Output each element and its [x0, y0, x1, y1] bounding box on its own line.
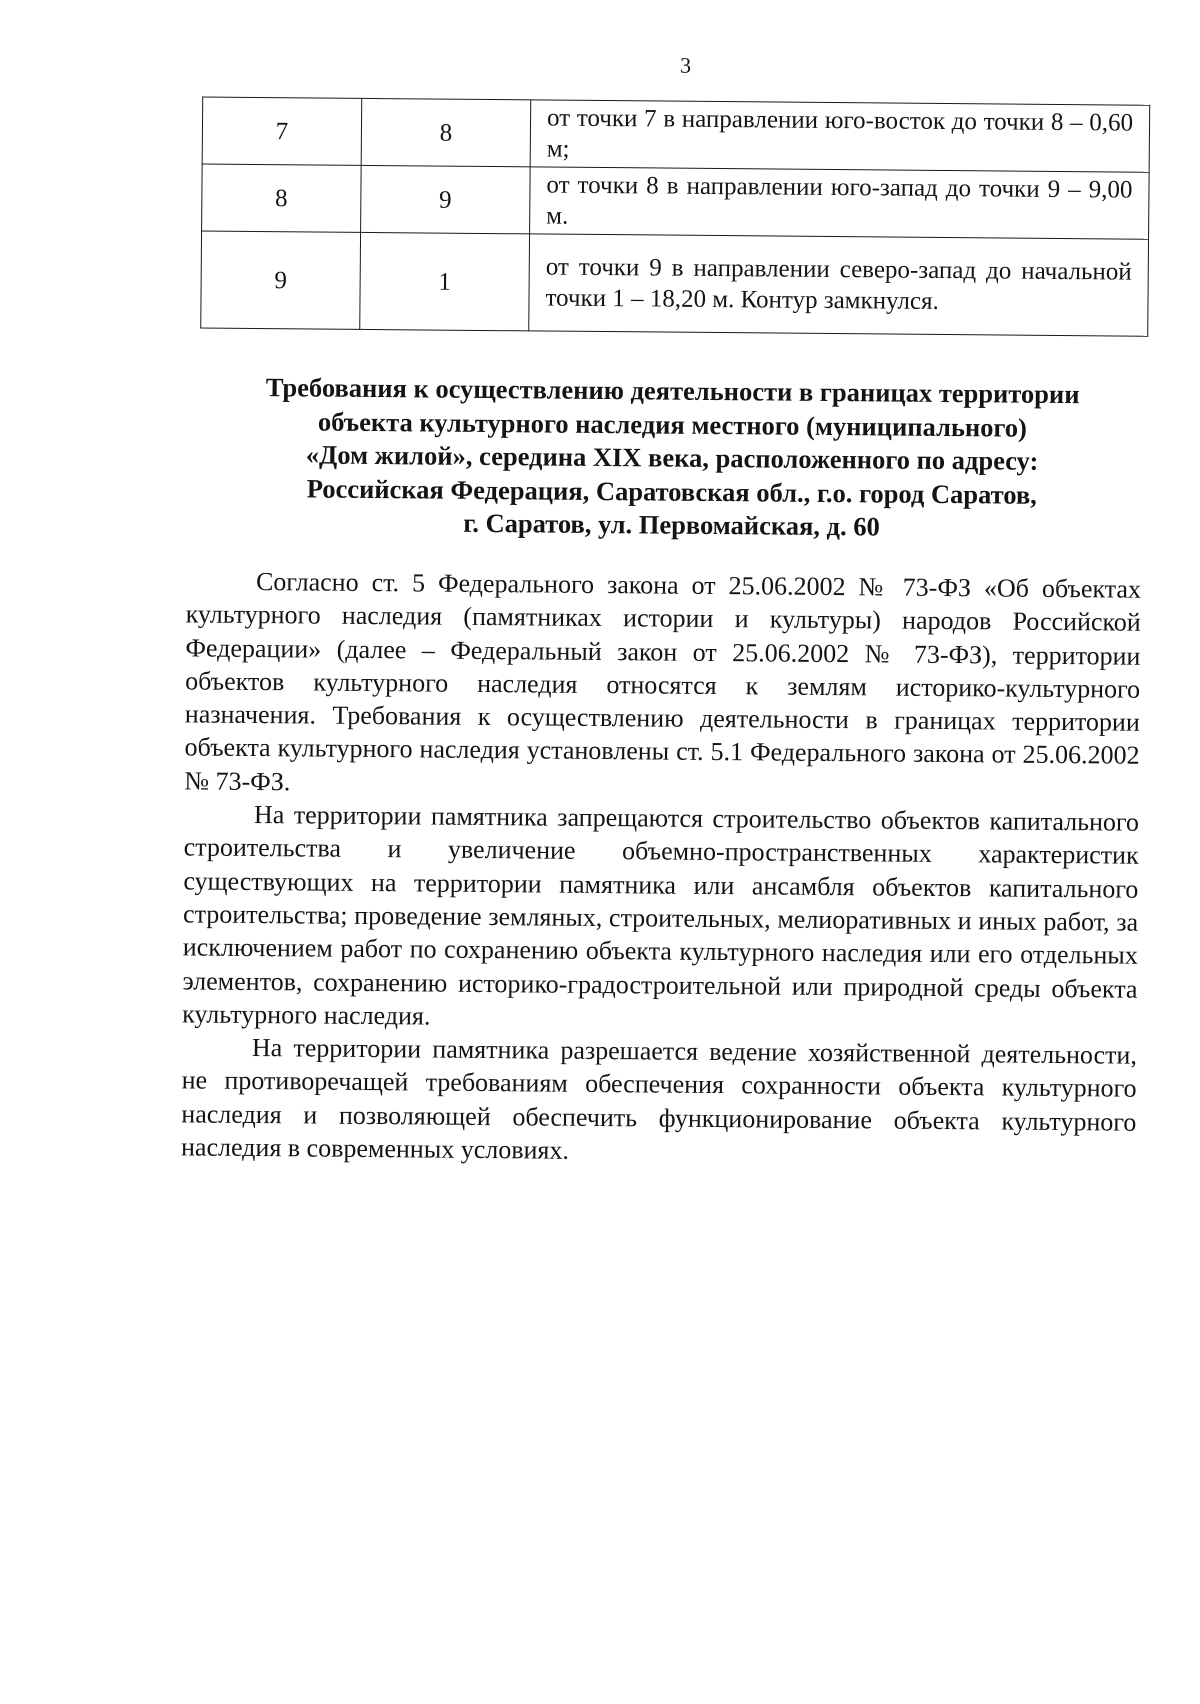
point-to-cell: 9 — [361, 165, 531, 233]
body-text — [181, 564, 1141, 1172]
page-number: 3 — [679, 52, 692, 78]
point-from-cell: 7 — [202, 97, 362, 165]
paragraph: На территории памятника разрешается ведение хозяйственной деятельности, не противоречащей требованиям обеспечения сохранности объекта культурного наследия и позволяющей обеспечить функционирование объекта культурного наследия в современных условиях. — [180, 1033, 1138, 1165]
section-heading — [196, 370, 1147, 546]
segment-description-cell: от точки 8 в направлении юго-запад до точки 9 – 9,00 м. — [530, 167, 1150, 239]
segment-description-cell: от точки 9 в направлении северо-запад до начальной точки 1 – 18,20 м. Контур замкнулся. — [529, 234, 1149, 336]
point-to-cell: 8 — [361, 98, 531, 166]
heading-line: объекта культурного наследия местного (муниципального) — [317, 406, 1028, 443]
boundary-points-table — [200, 97, 1150, 337]
table-row — [202, 97, 1150, 172]
heading-line: Российская Федерация, Саратовская обл., г.о. город Саратов, — [306, 472, 1037, 510]
segment-description-cell: от точки 7 в направлении юго-восток до точки 8 – 0,60 м; — [530, 100, 1150, 172]
heading-line: Требования к осуществлению деятельности в границах территории — [265, 372, 1080, 410]
heading-line: г. Саратов, ул. Первомайская, д. 60 — [463, 507, 880, 542]
table-row — [201, 231, 1149, 336]
point-from-cell: 8 — [202, 164, 362, 232]
heading-line: «Дом жилой», середина XIX века, расположенного по адресу: — [305, 439, 1039, 476]
point-to-cell: 1 — [360, 232, 530, 330]
table-row — [202, 164, 1150, 239]
paragraph: Согласно ст. 5 Федерального закона от 25.06.2002 № 73-ФЗ «Об объектах культурного наследия (памятниках истории и культуры) народов Российской Федерации» (далее – Федеральный закон от 25.06.2002 № 73-ФЗ), территории объектов культурного наследия относятся к землям историко-культурного назначения. Требования к осуществлению деятельности в границах территории объекта культурного наследия установлены ст. 5.1 Федерального закона от 25.06.2002 № 73-ФЗ. — [184, 566, 1142, 797]
point-from-cell: 9 — [201, 231, 361, 329]
paragraph: На территории памятника запрещаются строительство объектов капитального строительства и увеличение объемно-пространственных характеристик существующих на территории памятника или ансамбля объектов капитального строительства; проведение земляных, строительных, мелиоративных и иных работ, за исключением работ по сохранению объекта культурного наследия или его отдельных элементов, сохранению историко-градостроительной или природной среды объекта культурного наследия. — [182, 800, 1140, 1031]
